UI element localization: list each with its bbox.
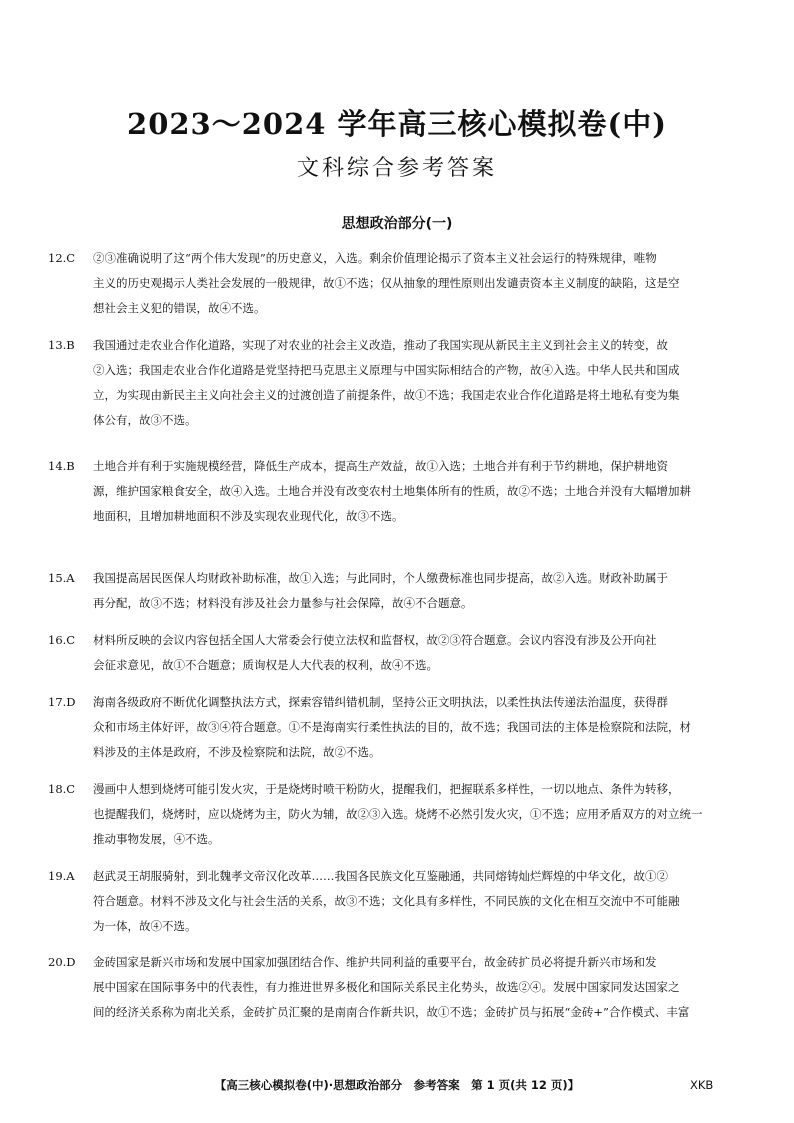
answer-text: 料涉及的主体是政府，不涉及检察院和法院，故②不选。: [93, 745, 381, 759]
answer-text: 漫画中人想到烧烤可能引发火灾，于是烧烤时喷干粉防火，提醒我们，把握联系多样性，一切以地点、条件为转移，: [93, 782, 680, 796]
answer-line: [48, 358, 748, 383]
answer-text: 想社会主义犯的错误，故④不选。: [93, 301, 266, 315]
section-heading: 思想政治部分(一): [341, 216, 453, 232]
footer-code: XKB: [690, 1078, 714, 1092]
answer-text: 为一体，故④不选。: [93, 919, 197, 933]
answer-line: [48, 864, 748, 889]
answer-line: [48, 504, 748, 529]
answer-line: [48, 479, 748, 504]
answer-line: [48, 715, 748, 740]
answer-text: ②入选；我国走农业合作化道路是党坚持把马克思主义原理与中国实际相结合的产物，故④入选。中华人民共和国成: [93, 363, 680, 377]
answer-text: 会征求意见，故①不合题意；质询权是人大代表的权利，故④不选。: [93, 658, 438, 672]
question-number: 20.D: [48, 955, 76, 969]
answer-text: 推动事物发展，④不选。: [93, 832, 220, 846]
answer-line: [48, 777, 748, 802]
answer-item: [48, 454, 748, 529]
answer-text: 土地合并有利于实施规模经营，降低生产成本，提高生产效益，故①入选；土地合并有利于节约耕地，保护耕地资: [93, 459, 668, 473]
answer-text: 主义的历史观揭示人类社会发展的一般规律，故①不选；仅从抽象的理性原则出发谴责资本主义制度的缺陷，这是空: [93, 276, 680, 290]
answer-line: [48, 889, 748, 914]
question-number: 17.D: [48, 695, 76, 709]
page-title: 2023～2024 学年高三核心模拟卷(中): [127, 107, 667, 141]
question-number: 13.B: [48, 338, 75, 352]
answer-line: [48, 246, 748, 271]
answer-line: [48, 296, 748, 321]
answer-text: 立，为实现由新民主主义向社会主义的过渡创造了前提条件，故①不选；我国走农业合作化道路是将土地私有变为集: [93, 388, 680, 402]
answer-line: [48, 690, 748, 715]
answer-item: [48, 777, 748, 852]
answer-text: 赵武灵王胡服骑射，到北魏孝文帝汉化改革……我国各民族文化互鉴融通，共同熔铸灿烂辉煌的中华文化，故①②: [93, 869, 668, 883]
answer-item: [48, 950, 748, 1025]
answer-text: 金砖国家是新兴市场和发展中国家加强团结合作、维护共同利益的重要平台，故金砖扩员必将提升新兴市场和发: [93, 955, 657, 969]
answer-text: 体公有，故③不选。: [93, 413, 197, 427]
answer-line: [48, 950, 748, 975]
answer-text: 我国提高居民医保人均财政补助标准，故①入选；与此同时，个人缴费标准也同步提高，故②入选。财政补助属于: [93, 571, 668, 585]
page-footer: 【高三核心模拟卷(中)·思想政治部分 参考答案 第 1 页(共 12 页)】: [214, 1078, 580, 1092]
answer-text: 材料所反映的会议内容包括全国人大常委会行使立法权和监督权，故②③符合题意。会议内容没有涉及公开向社: [93, 633, 657, 647]
answer-item: [48, 690, 748, 765]
answer-text: 源，维护国家粮食安全，故④入选。土地合并没有改变农村土地集体所有的性质，故②不选；土地合并没有大幅增加耕: [93, 484, 691, 498]
answer-line: [48, 628, 748, 653]
answer-line: [48, 383, 748, 408]
answer-line: [48, 827, 748, 852]
answer-text: 符合题意。材料不涉及文化与社会生活的关系，故③不选；文化具有多样性，不同民族的文化在相互交流中不可能融: [93, 894, 680, 908]
question-number: 12.C: [48, 251, 76, 265]
answer-item: [48, 864, 748, 939]
answer-line: [48, 653, 748, 678]
answer-item: [48, 566, 748, 616]
answer-text: 海南各级政府不断优化调整执法方式，探索容错纠错机制，坚持公正文明执法，以柔性执法传递法治温度，获得群: [93, 695, 668, 709]
answer-line: [48, 740, 748, 765]
answer-line: [48, 271, 748, 296]
answer-text: 众和市场主体好评，故③④符合题意。①不是海南实行柔性执法的目的，故不选；我国司法的主体是检察院和法院，材: [93, 720, 691, 734]
question-number: 14.B: [48, 459, 75, 473]
answer-item: [48, 246, 748, 321]
answer-line: [48, 802, 748, 827]
answer-text: ②③准确说明了这“两个伟大发现”的历史意义，入选。剩余价值理论揭示了资本主义社会运行的特殊规律，唯物: [93, 251, 657, 265]
answer-text: 间的经济关系称为南北关系，金砖扩员汇聚的是南南合作新共识，故①不选；金砖扩员与拓展“金砖+”合作模式、丰富: [93, 1005, 690, 1019]
answer-line: [48, 454, 748, 479]
answer-line: [48, 566, 748, 591]
answer-text: 我国通过走农业合作化道路，实现了对农业的社会主义改造，推动了我国实现从新民主主义到社会主义的转变，故: [93, 338, 668, 352]
answer-text: 地面积，且增加耕地面积不涉及实现农业现代化，故③不选。: [93, 509, 404, 523]
answer-line: [48, 408, 748, 433]
answer-text: 也提醒我们，烧烤时，应以烧烤为主，防火为辅，故②③入选。烧烤不必然引发火灾，①不选；应用矛盾双方的对立统一: [93, 807, 703, 821]
answer-text: 再分配，故③不选；材料没有涉及社会力量参与社会保障，故④不合题意。: [93, 596, 473, 610]
answer-line: [48, 333, 748, 358]
answer-item: [48, 628, 748, 678]
question-number: 15.A: [48, 571, 75, 585]
question-number: 16.C: [48, 633, 76, 647]
answer-line: [48, 975, 748, 1000]
answer-line: [48, 591, 748, 616]
answer-text: 展中国家在国际事务中的代表性，有力推进世界多极化和国际关系民主化势头，故选②④。发展中国家同发达国家之: [93, 980, 680, 994]
answer-line: [48, 1000, 748, 1025]
question-number: 18.C: [48, 782, 76, 796]
answer-item: [48, 333, 748, 433]
question-number: 19.A: [48, 869, 75, 883]
answer-line: [48, 914, 748, 939]
page-subtitle: 文科综合参考答案: [296, 156, 497, 181]
